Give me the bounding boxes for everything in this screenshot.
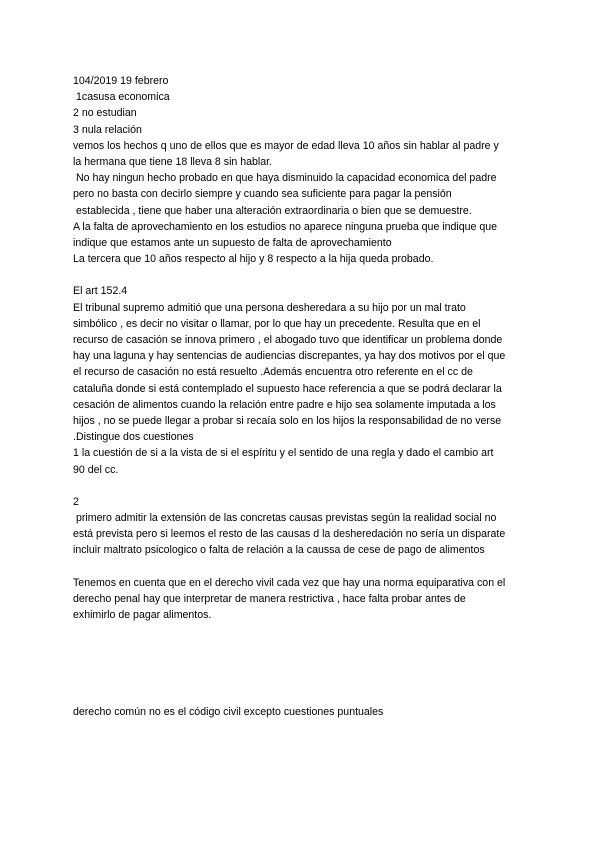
paragraph-1-line: la hermana que tiene 18 lleva 8 sin hablar. [73, 155, 273, 168]
paragraph-1-line: establecida , tiene que haber una alteración extraordinaria o bien que se demuestre. [76, 204, 472, 217]
case-reference: 104/2019 19 febrero [73, 75, 169, 87]
paragraph-1-line: La tercera que 10 años respecto al hijo y 8 respecto a la hija queda probado. [73, 253, 434, 266]
spacer [73, 267, 533, 283]
paragraph-2-line: el recurso de casación no está resuelto .Además encuentra otro referente en el cc de [73, 366, 473, 379]
paragraph-3-line: está prevista pero si leemos el resto de las causas d la desheredación no sería un disparate [73, 528, 506, 541]
reason-3: 3 nula relación [73, 123, 142, 136]
paragraph-4-line: derecho penal hay que interpretar de manera restrictiva , hace falta probar antes de [73, 593, 466, 605]
paragraph-2-line: 1 la cuestión de si a la vista de si el espíritu y el sentido de una regla y dado el cambio art [73, 447, 494, 460]
paragraph-3-line: primero admitir la extensión de las concretas causas previstas según la realidad social no [76, 512, 497, 525]
paragraph-3-line: incluir maltrato psicologico o falta de relación a la caussa de cese de pago de alimentos [73, 544, 485, 557]
paragraph-2-line: .Distingue dos cuestiones [73, 431, 194, 444]
paragraph-2-line: hay una laguna y hay sentencias de audiencias discrepantes, ya hay dos motivos por el que [73, 350, 506, 363]
spacer [73, 688, 533, 704]
paragraph-2-line: cataluña donde si está contemplado el supuesto hace referencia a que se podrá declarar la [73, 382, 502, 395]
paragraph-2-line: 90 del cc. [73, 463, 119, 476]
paragraph-2-line: hijos , no se puede llegar a probar si recaía solo en los hijos la responsabilidad de no verse [73, 414, 502, 427]
spacer [73, 623, 533, 639]
paragraph-2-line: recurso de casación se innova primero , el abogado tuvo que identificar un problema donde [73, 334, 503, 346]
reason-2: 2 no estudian [73, 107, 137, 120]
article-title: El art 152.4 [73, 285, 128, 298]
spacer [73, 640, 533, 656]
paragraph-4-line: Tenemos en cuenta que en el derecho vivil cada vez que hay una norma equiparativa con el [73, 576, 506, 589]
paragraph-1-line: vemos los hechos q uno de ellos que es mayor de edad lleva 10 años sin hablar al padre y [73, 139, 499, 152]
closing-note: derecho común no es el código civil excepto cuestiones puntuales [73, 706, 384, 719]
paragraph-4-line: exhimirlo de pagar alimentos. [73, 609, 212, 622]
spacer [73, 559, 533, 575]
spacer [73, 478, 533, 494]
paragraph-2-line: El tribunal supremo admitió que una persona desheredara a su hijo por un mal trato [73, 301, 466, 314]
paragraph-1-line: No hay ningun hecho probado en que haya disminuido la capacidad economica del padre [76, 172, 497, 185]
paragraph-1-line: indique que estamos ante un supuesto de falta de aprovechamiento [73, 236, 392, 249]
spacer [73, 672, 533, 688]
reason-1: 1casusa economica [76, 91, 170, 104]
spacer [73, 656, 533, 672]
paragraph-2-line: simbólico , es decir no visitar o llamar, por lo que hay un precedente. Resulta que en el [73, 317, 481, 330]
point-2-label: 2 [73, 495, 79, 508]
paragraph-1-line: A la falta de aprovechamiento en los estudios no aparece ninguna prueba que indique que [73, 220, 498, 233]
paragraph-2-line: cesación de alimentos cuando la relación entre padre e hijo sea solamente imputada a los [73, 398, 496, 411]
document-body [73, 73, 533, 721]
paragraph-1-line: pero no basta con decirlo siempre y cuando sea suficiente para pagar la pensión [73, 188, 452, 201]
